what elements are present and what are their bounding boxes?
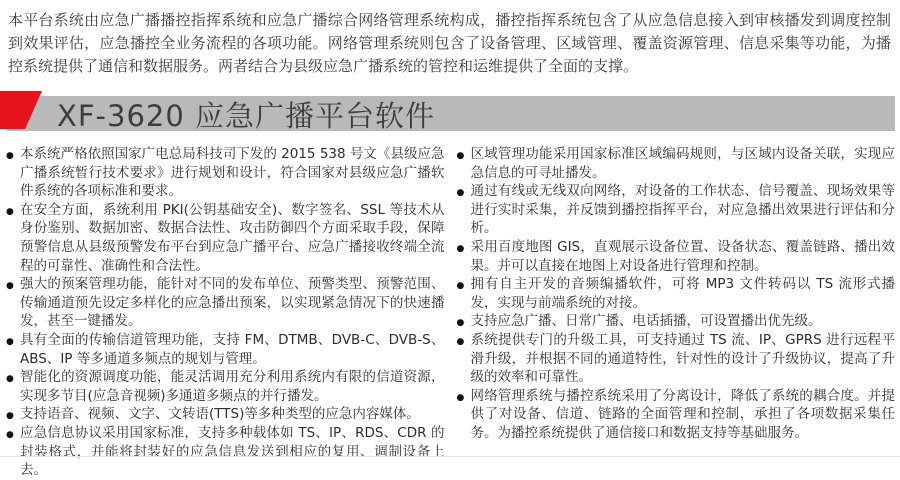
feature-item	[457, 182, 896, 238]
feature-item	[457, 331, 896, 387]
feature-text: 通过有线或无线双向网络，对设备的工作状态、信号覆盖、现场效果等进行实时采集，并反馈到播控指挥平台，对应急播出效果进行评估和分析。	[470, 183, 895, 237]
bullet-icon: ●	[6, 374, 14, 385]
feature-item	[6, 275, 445, 331]
feature-columns	[0, 145, 900, 480]
bullet-icon: ●	[456, 392, 465, 403]
intro-paragraph: 本平台系统由应急广播播控指挥系统和应急广播综合网络管理系统构成，播控指挥系统包含了从应急信息接入到审核播发到调度控制到效果评估，应急播控全业务流程的各项功能。网络管理系统则包含了设备管理、区域管理、覆盖资源管理、信息采集等功能，为播控系统提供了通信和数据服务。两者结合为县级应急广播系统的管控和运维提供了全面的支撑。	[8, 11, 891, 75]
bullet-icon: ●	[6, 336, 14, 347]
bullet-icon: ●	[456, 151, 465, 161]
feature-text: 支持语音、视频、文字、文转语(TTS)等多种类型的应急内容媒体。	[20, 406, 420, 423]
feature-text: 本系统严格依照国家广电总局科技司下发的 2015 538 号文《县级应急广播系统暂行技术要求》进行规划和设计，符合国家对县级应急广播软件系统的各项标准和要求。	[20, 146, 445, 200]
bullet-icon: ●	[456, 318, 465, 329]
bullet-icon: ●	[6, 206, 14, 217]
feature-item	[457, 275, 896, 312]
bullet-icon: ●	[6, 411, 14, 422]
bullet-icon: ●	[6, 429, 14, 440]
bullet-icon: ●	[456, 336, 465, 347]
feature-item	[6, 368, 445, 405]
feature-text: 网络管理系统与播控系统采用了分离设计，降低了系统的耦合度。并提供了对设备、信道、链路的全面管理和控制，承担了各项数据采集任务。为播控系统提供了通信接口和数据支持等基础服务。	[470, 387, 895, 441]
feature-text: 区域管理功能采用国家标准区域编码规则，与区域内设备关联，实现应急信息的可寻址播发。	[470, 146, 895, 181]
feature-item	[6, 405, 445, 424]
bullet-icon: ●	[456, 281, 465, 292]
bullet-icon: ●	[456, 188, 465, 199]
feature-item	[457, 238, 896, 275]
feature-item	[6, 424, 445, 480]
bullet-icon: ●	[6, 151, 14, 161]
section-header	[0, 91, 900, 133]
page-bottom-divider	[0, 456, 900, 457]
feature-text: 在安全方面，系统利用 PKI(公钥基础安全)、数字签名、SSL 等技术从身份鉴别、数据加密、数据合法性、攻击防御四个方面采取手段，保障预警信息从县级预警发布平台到应急广播平台、应急广播接收终端全流程的可靠性、准确性和合法性。	[20, 201, 445, 274]
feature-text: 应急信息协议采用国家标准，支持多种载体如 TS、IP、RDS、CDR 的封装格式，并能将封装好的应急信息发送到相应的复用、调制设备上去。	[20, 424, 445, 479]
feature-item	[457, 145, 896, 182]
feature-text: 拥有自主开发的音频编播软件，可将 MP3 文件转码以 TS 流形式播发，实现与前端系统的对接。	[470, 276, 895, 311]
feature-item	[457, 312, 896, 331]
feature-item	[457, 387, 896, 443]
feature-text: 采用百度地图 GIS，直观展示设备位置、设备状态、覆盖链路、播出效果。并可以直接在地图上对设备进行管理和控制。	[470, 238, 895, 274]
section-title: XF-3620 应急广播平台软件	[57, 99, 436, 133]
feature-list-left	[6, 145, 445, 480]
bullet-icon: ●	[6, 281, 14, 292]
feature-text: 强大的预案管理功能，能针对不同的发布单位、预警类型、预警范围、传输通道预先设定多样化的应急播出预案，以实现紧急情况下的快速播发，甚至一键播发。	[20, 276, 445, 330]
feature-item	[6, 201, 445, 275]
bullet-icon: ●	[456, 243, 465, 254]
feature-text: 智能化的资源调度功能，能灵活调用充分利用系统内有限的信道资源，实现多节目(应急音视频)多通道多频点的并行播发。	[20, 369, 445, 404]
feature-item	[6, 145, 445, 201]
feature-text: 支持应急广播、日常广播、电话插播，可设置播出优先级。	[470, 313, 822, 330]
feature-list-right	[457, 145, 896, 480]
feature-text: 系统提供专门的升级工具，可支持通过 TS 流、IP、GPRS 进行远程平滑升级，并根据不同的通道特性，针对性的设计了升级协议，提高了升级的效率和可靠性。	[470, 331, 895, 386]
feature-item	[6, 331, 445, 368]
feature-text: 具有全面的传输信道管理功能，支持 FM、DTMB、DVB-C、DVB-S、ABS、IP 等多通道多频点的规划与管理。	[20, 331, 445, 367]
